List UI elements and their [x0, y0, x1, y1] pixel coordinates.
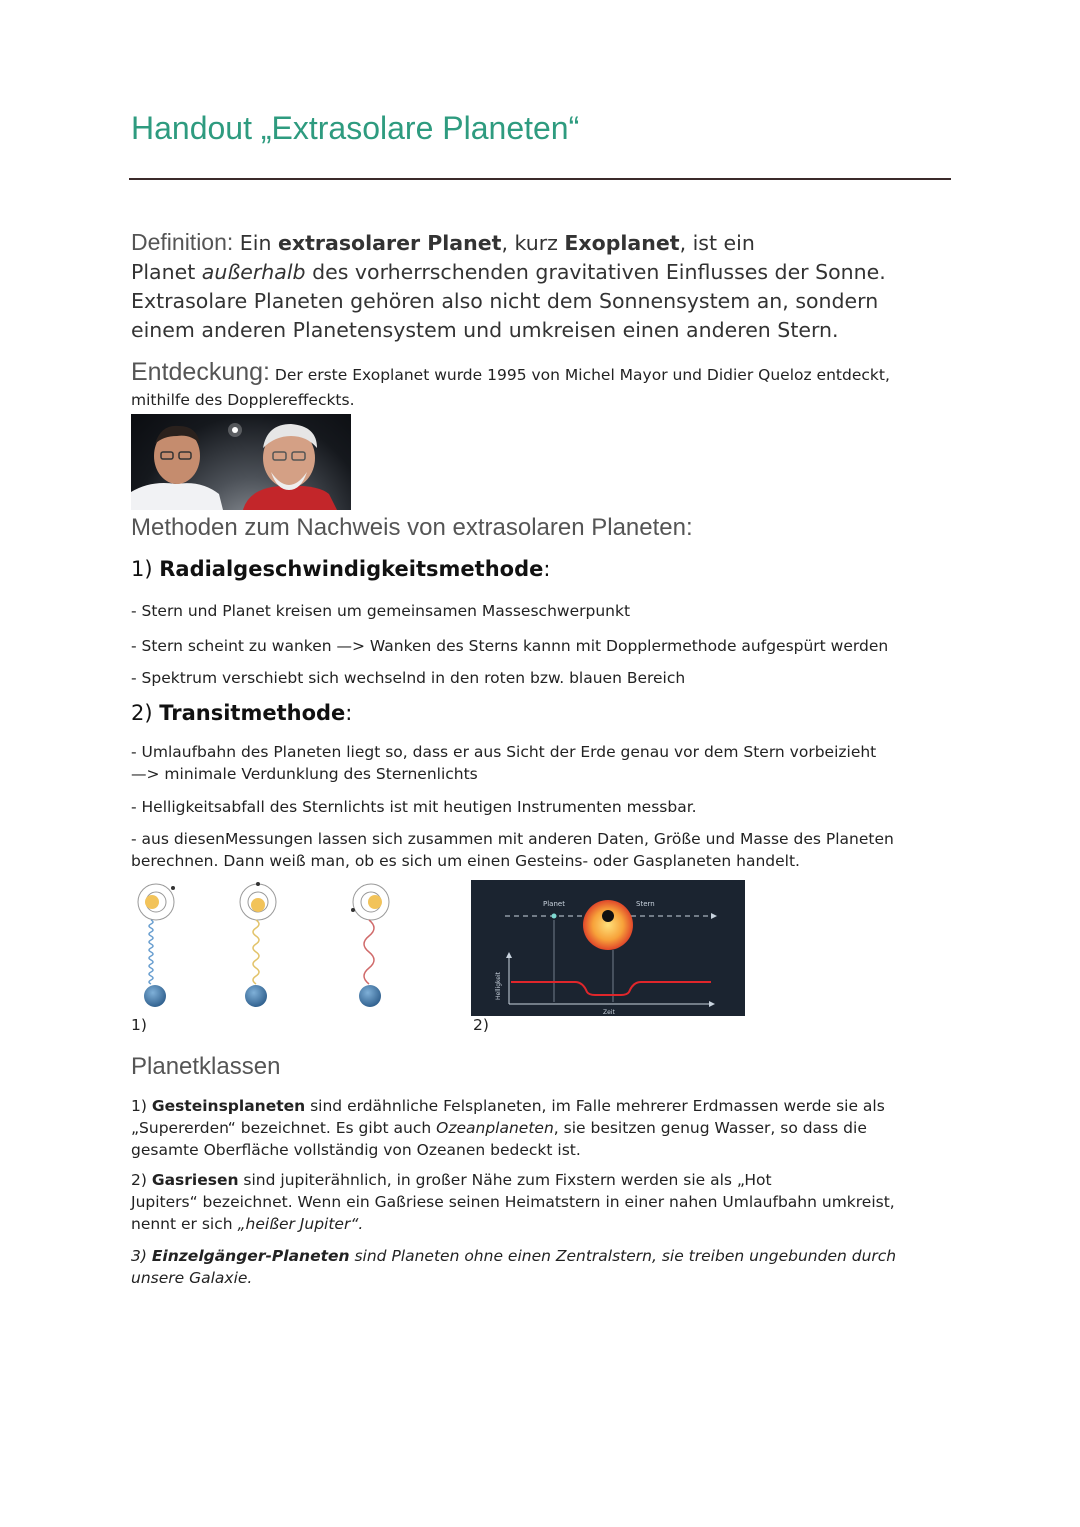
wave-neutral — [253, 920, 259, 984]
rv-panel-blue — [138, 884, 175, 1007]
class-1-text: sind erdähnliche Felsplaneten, im Falle mehrerer Erdmassen werde sie als — [305, 1097, 885, 1115]
class-1-name: Gesteinsplaneten — [151, 1097, 306, 1115]
method-1-name: Radialgeschwindigkeitsmethode — [159, 557, 544, 581]
method-2-point-3-line-2: berechnen. Dann weiß man, ob es sich um einen Gesteins- oder Gasplaneten handelt. — [131, 852, 800, 870]
earth-icon — [359, 985, 381, 1007]
star-icon — [251, 898, 265, 912]
class-1-line-3: gesamte Oberfläche vollständig von Ozeanen bedeckt ist. — [131, 1141, 581, 1159]
method-1-colon: : — [543, 557, 551, 581]
method-1-heading — [131, 557, 951, 581]
method-2-colon: : — [345, 701, 353, 725]
definition-line-2 — [131, 258, 951, 287]
definition-paragraph — [131, 228, 951, 345]
definition-line-3: Extrasolare Planeten gehören also nicht dem Sonnensystem an, sondern — [131, 289, 879, 313]
method-1-point-1: - Stern und Planet kreisen um gemeinsamen Masseschwerpunkt — [131, 602, 631, 620]
star-glow — [228, 423, 242, 437]
class-1-text: , sie besitzen genug Wasser, so dass die — [553, 1119, 867, 1137]
discovery-label: Entdeckung: — [131, 358, 270, 386]
definition-line-1 — [131, 228, 951, 258]
method-1-point-3: - Spektrum verschiebt sich wechselnd in den roten bzw. blauen Bereich — [131, 669, 686, 687]
class-3-paragraph — [131, 1245, 951, 1289]
rv-panel-neutral — [240, 882, 276, 1007]
class-1-line-2 — [131, 1117, 951, 1139]
planet-icon — [552, 914, 557, 919]
class-1-line-1 — [131, 1095, 951, 1117]
star-icon — [145, 895, 159, 909]
class-2-paragraph — [131, 1169, 951, 1235]
discovery-paragraph — [131, 360, 951, 413]
class-3-line-2: unsere Galaxie. — [131, 1269, 253, 1287]
class-1-text: „Supererden“ bezeichnet. Es gibt auch — [131, 1119, 437, 1137]
class-3-number: 3) — [131, 1247, 152, 1265]
class-1-paragraph — [131, 1095, 951, 1161]
definition-label: Definition: — [131, 229, 234, 255]
classes-heading: Planetklassen — [131, 1053, 281, 1080]
rv-panel-red — [351, 884, 389, 1007]
earth-icon — [144, 985, 166, 1007]
methods-heading: Methoden zum Nachweis von extrasolaren Planeten: — [131, 514, 693, 541]
definition-text: Ein — [233, 231, 278, 255]
definition-text: , kurz — [501, 231, 565, 255]
class-2-text: nennt er sich — [131, 1215, 238, 1233]
method-2-point-1-line-1: - Umlaufbahn des Planeten liegt so, dass er aus Sicht der Erde genau vor dem Stern vorbeizieht — [131, 743, 877, 761]
y-axis-label: Helligkeit — [495, 972, 502, 1000]
figure-2-caption: 2) — [473, 1016, 489, 1034]
title-divider — [129, 178, 951, 180]
term-exoplanet: Exoplanet — [564, 231, 680, 255]
radial-velocity-figure — [131, 880, 401, 1015]
wave-blueshift — [149, 920, 153, 984]
person-left-shirt — [131, 483, 223, 510]
class-3-line-1 — [131, 1245, 951, 1267]
wave-redshift — [364, 920, 374, 984]
method-2-point-1 — [131, 741, 951, 785]
transiting-planet-dot — [602, 910, 614, 922]
definition-text: , ist ein — [679, 231, 755, 255]
transit-figure — [471, 880, 745, 1016]
page-title: Handout „Extrasolare Planeten“ — [131, 110, 580, 146]
class-3-name: Einzelgänger-Planeten — [151, 1247, 350, 1265]
method-2-number: 2) — [131, 701, 160, 725]
term-ozeanplaneten: Ozeanplaneten — [436, 1119, 554, 1137]
planet-dot — [351, 908, 355, 912]
method-2-point-2: - Helligkeitsabfall des Sternlichts ist mit heutigen Instrumenten messbar. — [131, 798, 697, 816]
class-3-text: sind Planeten ohne einen Zentralstern, sie treiben ungebunden durch — [349, 1247, 897, 1265]
earth-icon — [245, 985, 267, 1007]
discovery-line-1 — [131, 360, 951, 388]
method-2-name: Transitmethode — [159, 701, 346, 725]
method-2-point-3-line-1: - aus diesenMessungen lassen sich zusammen mit anderen Daten, Größe und Masse des Planeten — [131, 830, 894, 848]
star-icon — [583, 900, 633, 950]
definition-line-4: einem anderen Planetensystem und umkreisen einen anderen Stern. — [131, 318, 839, 342]
figure-1-caption: 1) — [131, 1016, 147, 1034]
term-extrasolar-planet: extrasolarer Planet — [277, 231, 502, 255]
discoverers-illustration — [131, 414, 351, 510]
class-2-text: sind jupiterähnlich, in großer Nähe zum Fixstern werden sie als „Hot — [238, 1171, 772, 1189]
class-2-number: 2) — [131, 1171, 152, 1189]
method-2-point-3 — [131, 828, 951, 872]
definition-text: des vorherrschenden gravitativen Einflusses der Sonne. — [305, 260, 886, 284]
class-2-line-3 — [131, 1213, 951, 1235]
star-icon — [368, 895, 382, 909]
discoverers-photo — [131, 414, 351, 510]
method-1-number: 1) — [131, 557, 160, 581]
discovery-line-2: mithilfe des Dopplereffeckts. — [131, 391, 355, 409]
planet-dot — [256, 882, 260, 886]
method-1-point-2: - Stern scheint zu wanken —> Wanken des Sterns kannn mit Dopplermethode aufgespürt werden — [131, 637, 889, 655]
class-2-line-2: Jupiters“ bezeichnet. Wenn ein Gaßriese seinen Heimatstern in einer nahen Umlaufbahn umkreist, — [131, 1193, 895, 1211]
term-heisser-jupiter: „heißer Jupiter“. — [237, 1215, 364, 1233]
definition-text: Planet — [131, 260, 202, 284]
class-2-line-1 — [131, 1169, 951, 1191]
method-2-point-1-line-2: —> minimale Verdunklung des Sternenlichts — [131, 765, 478, 783]
discovery-text: Der erste Exoplanet wurde 1995 von Michel Mayor und Didier Queloz entdeckt, — [270, 366, 890, 384]
class-2-name: Gasriesen — [151, 1171, 239, 1189]
class-1-number: 1) — [131, 1097, 152, 1115]
method-2-heading — [131, 701, 951, 725]
planet-label: Planet — [543, 900, 565, 908]
term-ausserhalb: außerhalb — [201, 260, 306, 284]
x-axis-label: Zeit — [603, 1009, 615, 1016]
star-label: Stern — [636, 900, 655, 908]
planet-dot — [171, 886, 175, 890]
